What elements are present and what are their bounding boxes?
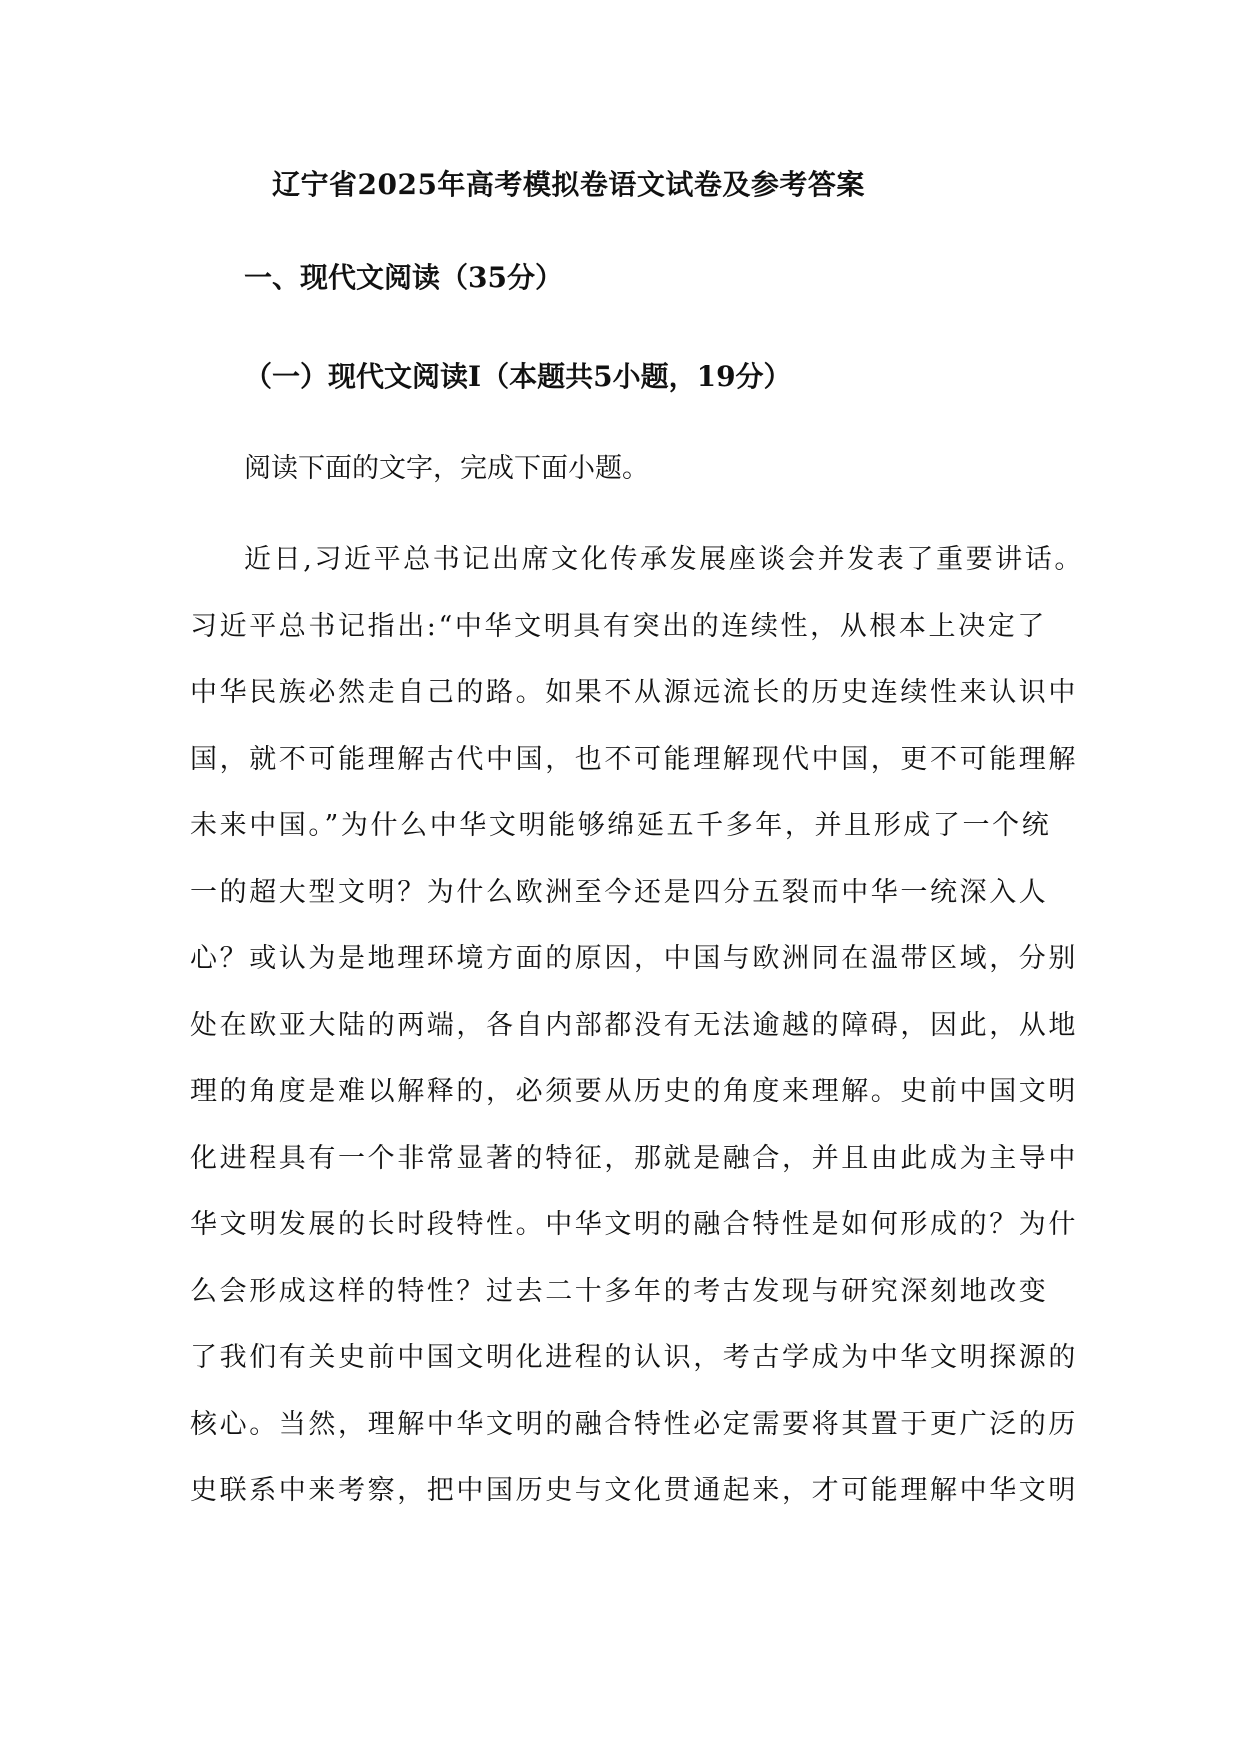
passage-line: 化进程具有一个非常显著的特征，那就是融合，并且由此成为主导中: [190, 1142, 1078, 1174]
section-heading: 一、现代文阅读（35分）: [244, 261, 563, 294]
reading-instruction: 阅读下面的文字，完成下面小题。: [244, 453, 649, 484]
passage-line: 么会形成这样的特性？过去二十多年的考古发现与研究深刻地改变: [190, 1275, 1049, 1307]
passage-line: 史联系中来考察，把中国历史与文化贯通起来，才可能理解中华文明: [190, 1475, 1078, 1506]
passage-line: 近日,习近平总书记出席文化传承发展座谈会并发表了重要讲话。: [244, 544, 1084, 575]
passage-line: 理的角度是难以解释的，必须要从历史的角度来理解。史前中国文明: [190, 1076, 1078, 1107]
passage-line: 中华民族必然走自己的路。如果不从源远流长的历史连续性来认识中: [190, 677, 1078, 708]
subsection-heading: （一）现代文阅读Ⅰ（本题共5小题，19分）: [244, 360, 792, 393]
passage-line: 习近平总书记指出:“中华文明具有突出的连续性，从根本上决定了: [190, 610, 1047, 642]
document-title: 辽宁省2025年高考模拟卷语文试卷及参考答案: [272, 168, 865, 201]
passage-line: 未来中国。”为什么中华文明能够绵延五千多年，并且形成了一个统: [190, 810, 1052, 841]
passage-line: 了我们有关史前中国文明化进程的认识，考古学成为中华文明探源的: [190, 1342, 1078, 1373]
passage-line: 核心。当然，理解中华文明的融合特性必定需要将其置于更广泛的历: [190, 1408, 1078, 1440]
passage-line: 一的超大型文明？为什么欧洲至今还是四分五裂而中华一统深入人: [190, 876, 1049, 908]
reading-passage: [190, 540, 1084, 1538]
passage-line: 华文明发展的长时段特性。中华文明的融合特性是如何形成的？为什: [190, 1209, 1078, 1240]
passage-line: 心？或认为是地理环境方面的原因，中国与欧洲同在温带区域，分别: [190, 943, 1078, 974]
passage-line: 处在欧亚大陆的两端，各自内部都没有无法逾越的障碍，因此，从地: [190, 1009, 1078, 1041]
passage-line: 国，就不可能理解古代中国，也不可能理解现代中国，更不可能理解: [190, 743, 1078, 775]
